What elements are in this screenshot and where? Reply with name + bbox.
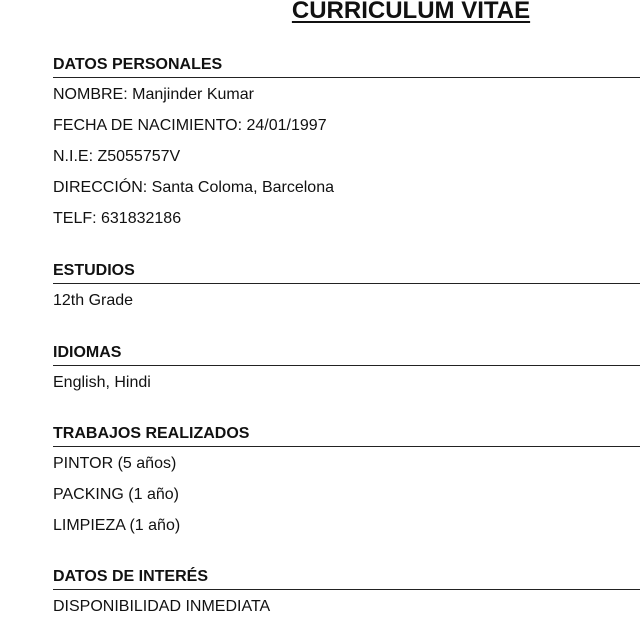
birth-date-line: FECHA DE NACIMIENTO: 24/01/1997	[53, 117, 327, 134]
section-jobs	[53, 423, 640, 541]
nie-line: N.I.E: Z5055757V	[53, 148, 181, 165]
job-item: PINTOR (5 años)	[53, 455, 177, 472]
page-title: CURRICULUM VITAE	[291, 0, 531, 24]
studies-line: 12th Grade	[53, 292, 134, 309]
job-item: LIMPIEZA (1 año)	[53, 517, 181, 534]
section-personal-data	[53, 54, 640, 234]
section-interest	[53, 566, 640, 622]
section-languages	[53, 342, 640, 398]
job-item: PACKING (1 año)	[53, 486, 179, 503]
languages-line: English, Hindi	[53, 374, 151, 391]
section-studies	[53, 260, 640, 316]
address-line: DIRECCIÓN: Santa Coloma, Barcelona	[53, 179, 334, 196]
name-line: NOMBRE: Manjinder Kumar	[53, 86, 254, 103]
section-heading-languages: IDIOMAS	[53, 342, 640, 366]
phone-line: TELF: 631832186	[53, 210, 182, 227]
interest-line: DISPONIBILIDAD INMEDIATA	[53, 598, 271, 615]
section-heading-personal-data: DATOS PERSONALES	[53, 54, 640, 78]
section-heading-studies: ESTUDIOS	[53, 260, 640, 284]
section-heading-jobs: TRABAJOS REALIZADOS	[53, 423, 640, 447]
section-heading-interest: DATOS DE INTERÉS	[53, 566, 640, 590]
